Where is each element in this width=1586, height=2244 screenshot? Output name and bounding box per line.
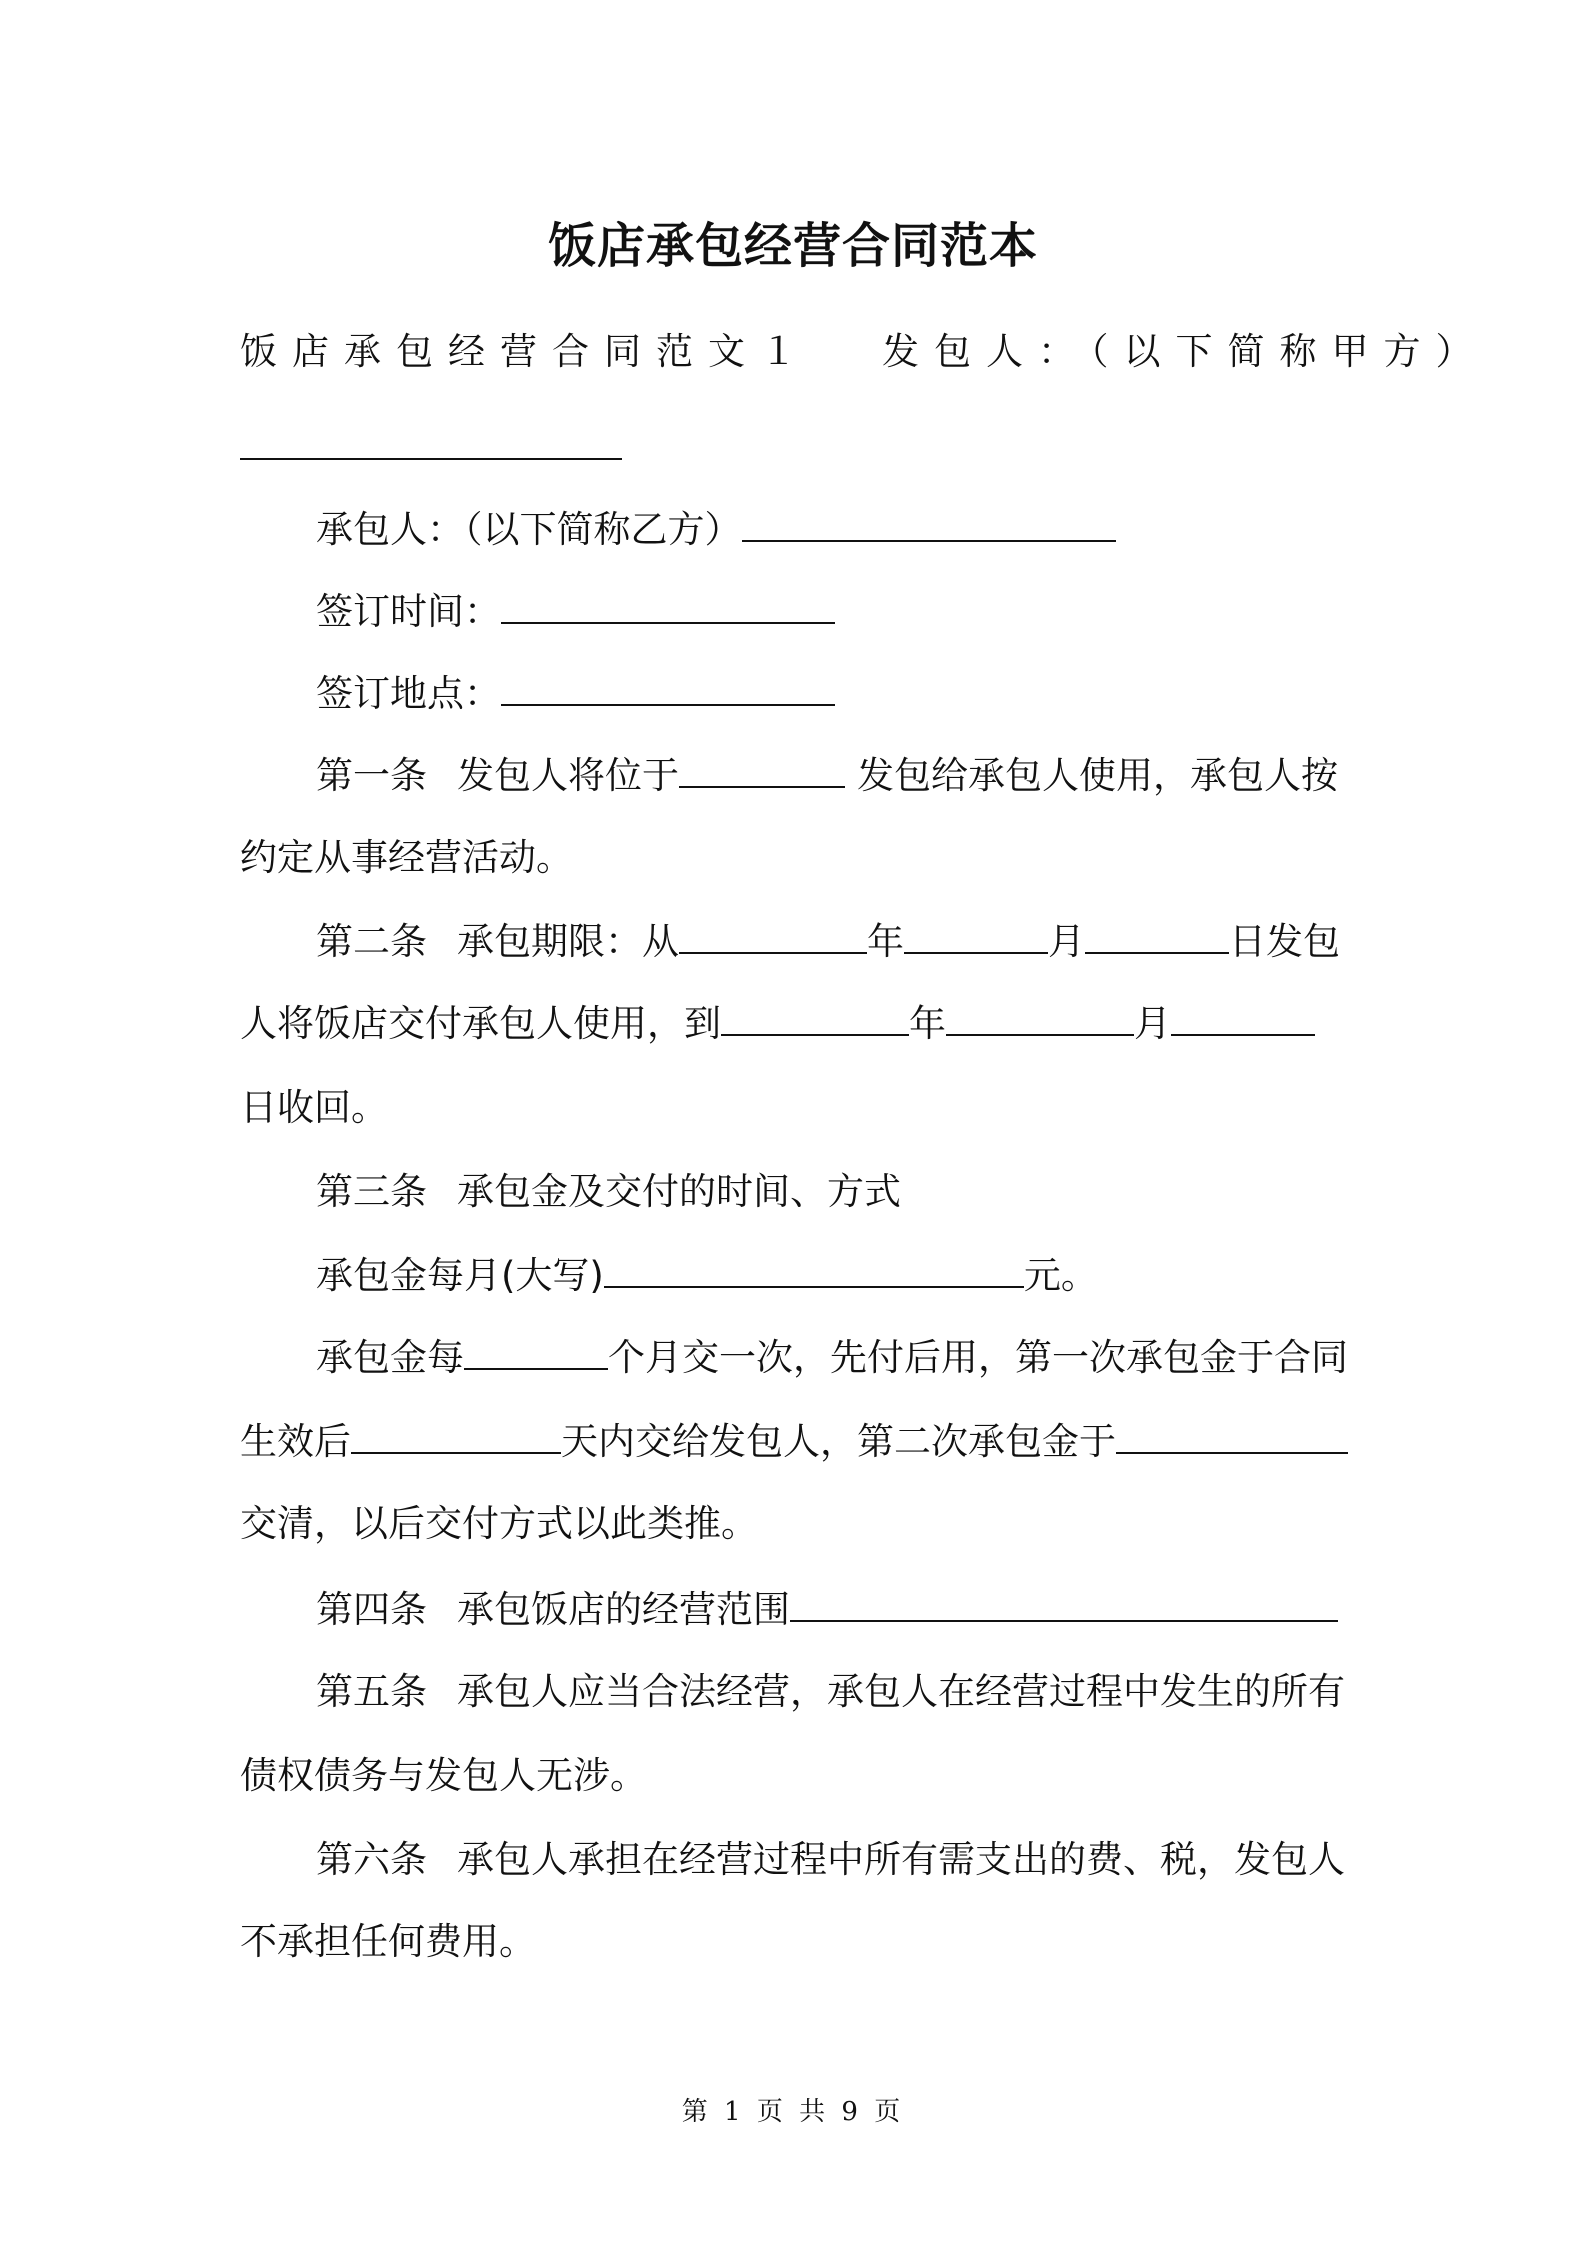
start-day-blank	[1085, 916, 1229, 954]
end-month-blank	[946, 998, 1134, 1036]
article-1-text-cont: 发包给承包人使用，承包人按	[857, 754, 1338, 797]
payment-text-2: 生效后	[240, 1420, 351, 1463]
monthly-fee-label: 承包金每月(大写)	[316, 1254, 604, 1297]
article-5-number: 第五条	[316, 1670, 427, 1713]
article-6-line-2: 不承担任何费用。	[240, 1920, 536, 1963]
start-month-blank	[904, 916, 1048, 954]
payment-line	[316, 1328, 1360, 1388]
monthly-fee-blank	[604, 1250, 1024, 1288]
signing-place-line	[316, 664, 1360, 724]
article-3-text: 承包金及交付的时间、方式	[457, 1170, 901, 1213]
monthly-fee-line	[316, 1246, 1360, 1306]
article-2-line-3: 日收回。	[240, 1086, 388, 1129]
article-1-line	[316, 746, 1360, 806]
party-b-label: 承包人：（以下简称乙方）	[316, 508, 742, 551]
article-3-number: 第三条	[316, 1170, 427, 1213]
payment-text: 承包金每	[316, 1336, 464, 1379]
end-year-blank	[721, 998, 909, 1036]
article-2-text: 承包期限：从	[457, 920, 679, 963]
article-4-number: 第四条	[316, 1588, 427, 1631]
payment-text-cont: 个月交一次，先付后用，第一次承包金于合同	[608, 1336, 1348, 1379]
payment-months-blank	[464, 1332, 608, 1370]
article-4-text: 承包饭店的经营范围	[457, 1588, 790, 1631]
signing-time-line	[316, 582, 1360, 642]
article-5-text: 承包人应当合法经营，承包人在经营过程中发生的所有	[457, 1670, 1345, 1713]
signing-place-label: 签订地点：	[316, 672, 501, 715]
article-2-line	[316, 912, 1360, 972]
article-2-text-2: 人将饭店交付承包人使用，到	[240, 1002, 721, 1045]
heading-line	[240, 322, 1488, 382]
year-label: 年	[867, 920, 904, 963]
party-a-label: 发包人：（以下简称甲方）	[882, 330, 1488, 373]
article-1-line-2: 约定从事经营活动。	[240, 836, 573, 879]
article-2-number: 第二条	[316, 920, 427, 963]
party-b-blank	[742, 504, 1116, 542]
yuan-label: 元。	[1023, 1254, 1098, 1297]
month-label-2: 月	[1134, 1002, 1171, 1045]
article-5-line	[316, 1662, 1360, 1722]
start-year-blank	[679, 916, 867, 954]
article-2-text-cont: 日发包	[1229, 920, 1340, 963]
payment-days-blank	[351, 1416, 561, 1454]
year-label-2: 年	[909, 1002, 946, 1045]
end-day-blank	[1171, 998, 1315, 1036]
party-a-blank	[240, 458, 622, 460]
signing-time-blank	[501, 586, 835, 624]
payment-line-3: 交清，以后交付方式以此类推。	[240, 1502, 758, 1545]
document-title: 饭店承包经营合同范本	[547, 218, 1038, 274]
payment-text-3: 天内交给发包人，第二次承包金于	[561, 1420, 1116, 1463]
business-scope-blank	[790, 1584, 1338, 1622]
article-5-line-2: 债权债务与发包人无涉。	[240, 1754, 647, 1797]
article-6-line	[316, 1830, 1360, 1890]
month-label: 月	[1048, 920, 1085, 963]
article-4-line	[316, 1580, 1360, 1640]
payment-line-2	[240, 1412, 1360, 1472]
second-payment-blank	[1116, 1416, 1348, 1454]
article-6-text: 承包人承担在经营过程中所有需支出的费、税，发包人	[457, 1838, 1345, 1881]
article-1-blank	[679, 750, 845, 788]
article-6-number: 第六条	[316, 1838, 427, 1881]
subtitle-text: 饭店承包经营合同范文１	[240, 330, 812, 373]
article-1-text: 发包人将位于	[457, 754, 679, 797]
article-3-line	[316, 1162, 1360, 1222]
article-1-number: 第一条	[316, 754, 427, 797]
party-b-line	[316, 500, 1360, 560]
article-2-line-2	[240, 994, 1360, 1054]
signing-place-blank	[501, 668, 835, 706]
signing-time-label: 签订时间：	[316, 590, 501, 633]
page-footer: 第 1 页 共 9 页	[681, 2097, 905, 2127]
